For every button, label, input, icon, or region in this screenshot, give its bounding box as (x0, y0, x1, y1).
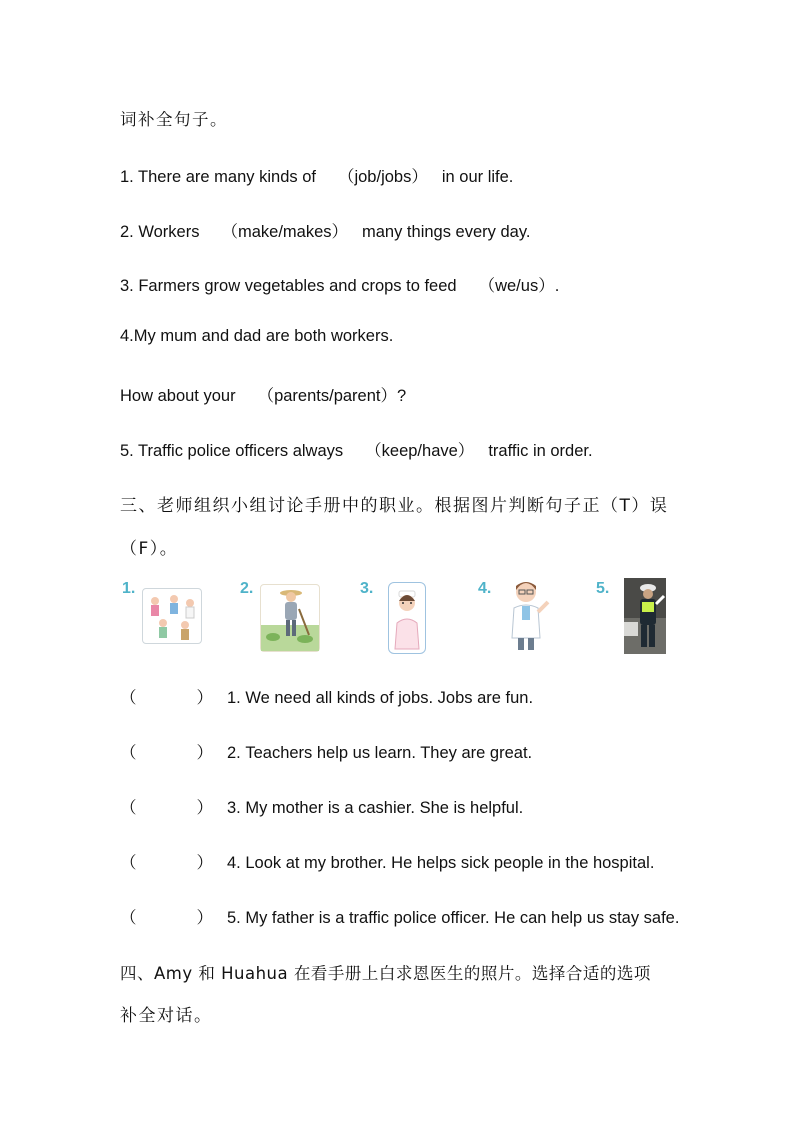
item-options: （keep/have） (365, 442, 475, 460)
answer-paren-open: （ (120, 689, 137, 707)
section2-item-5 (120, 437, 593, 461)
item-options: （we/us） (478, 277, 555, 295)
doctor-picture (502, 578, 552, 652)
statement-text: 3. My mother is a cashier. She is helpful. (227, 799, 524, 817)
item-text: How about your (120, 387, 236, 405)
section4-title: 四、Amy 和 Huahua 在看手册上白求恩医生的照片。选择合适的选项 (120, 964, 651, 983)
item-text-end: ? (396, 387, 407, 405)
item-options: （job/jobs） (337, 168, 428, 186)
answer-paren-close: ） (196, 799, 213, 817)
section2-item-4 (120, 327, 393, 346)
picture-number: 1. (122, 580, 136, 597)
item-text: 1. There are many kinds of (120, 168, 316, 186)
item-text: 2. Workers (120, 223, 200, 241)
statement-row-2 (120, 739, 532, 763)
statement-row-3 (120, 794, 523, 818)
item-text: 3. Farmers grow vegetables and crops to feed (120, 277, 457, 295)
section2-item-2 (120, 218, 530, 242)
answer-paren-close: ） (196, 689, 213, 707)
statement-text: 4. Look at my brother. He helps sick people in the hospital. (227, 854, 655, 872)
item-text-end: . (554, 277, 560, 295)
item-options: （parents/parent） (257, 387, 397, 405)
statement-text: 1. We need all kinds of jobs. Jobs are fun. (227, 689, 534, 707)
statement-row-5 (120, 904, 679, 928)
section2-intro-tail: 词补全句子。 (120, 110, 228, 129)
statement-row-1 (120, 684, 533, 708)
section2-item-1 (120, 163, 513, 187)
answer-paren-close: ） (196, 909, 213, 927)
section2-item-3 (120, 272, 559, 296)
answer-paren-open: （ (120, 909, 137, 927)
item-text: 4.My mum and dad are both workers. (120, 327, 394, 345)
statement-row-4 (120, 849, 654, 873)
farmer-picture (260, 584, 320, 652)
section2-item-4-cont (120, 382, 406, 406)
answer-paren-close: ） (196, 744, 213, 762)
answer-paren-close: ） (196, 854, 213, 872)
nurse-picture (388, 582, 426, 654)
answer-paren-open: （ (120, 799, 137, 817)
group-of-workers-picture (142, 588, 202, 644)
statement-text: 2. Teachers help us learn. They are great. (227, 744, 533, 762)
section3-title-cont: （F）。 (120, 539, 179, 559)
item-text-end: many things every day. (362, 223, 531, 241)
answer-paren-open: （ (120, 744, 137, 762)
section3-title: 三、老师组织小组讨论手册中的职业。根据图片判断句子正（T）误 (120, 496, 669, 516)
traffic-police-photo (624, 578, 666, 654)
item-text: 5. Traffic police officers always (120, 442, 344, 460)
statement-text: 5. My father is a traffic police officer. He can help us stay safe. (227, 909, 680, 927)
answer-paren-open: （ (120, 854, 137, 872)
item-text-end: in our life. (441, 168, 514, 186)
picture-number: 2. (240, 580, 254, 597)
item-text-end: traffic in order. (488, 442, 593, 460)
picture-row (120, 576, 680, 658)
picture-number: 5. (596, 580, 610, 597)
picture-number: 3. (360, 580, 374, 597)
item-options: （make/makes） (221, 223, 348, 241)
section4-title-cont: 补全对话。 (120, 1006, 213, 1026)
picture-number: 4. (478, 580, 492, 597)
